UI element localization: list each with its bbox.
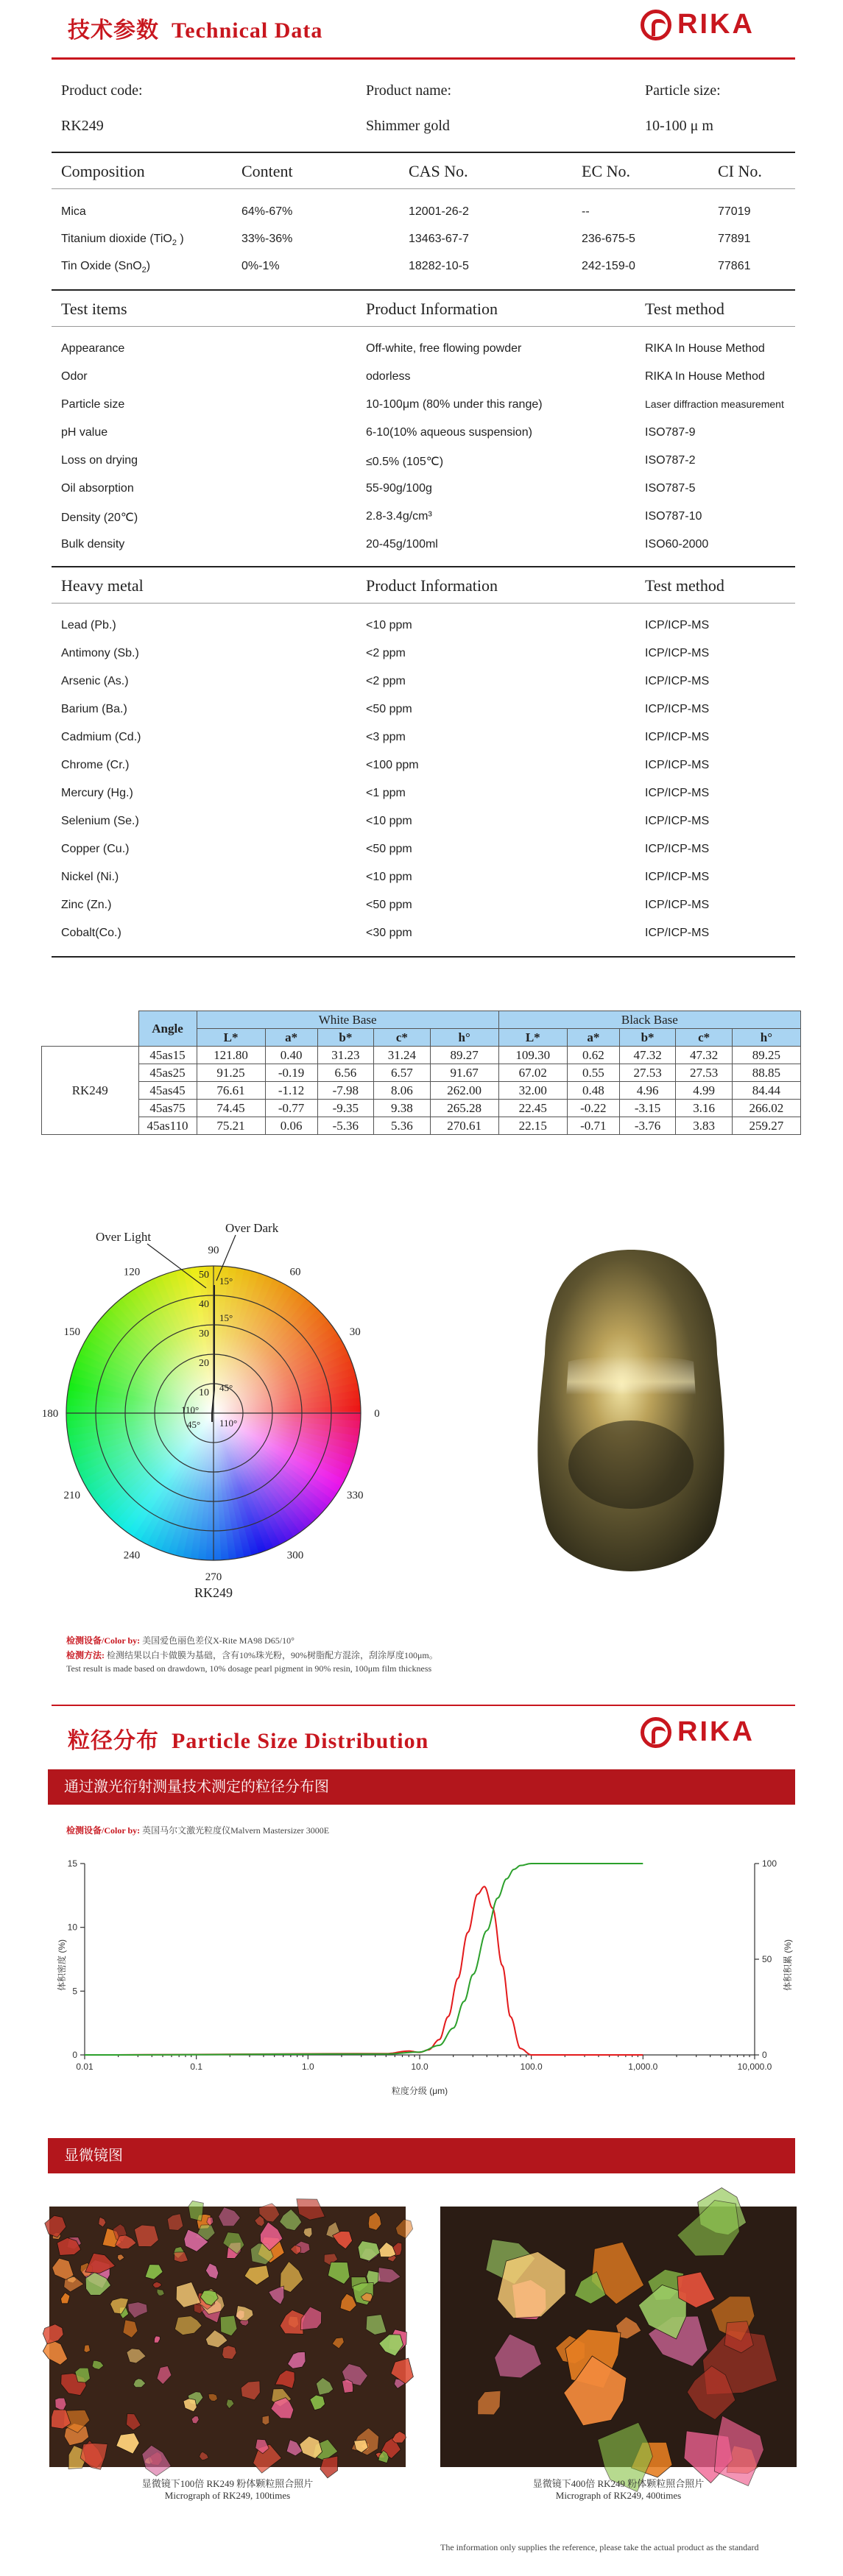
ec-header: EC No. — [582, 162, 630, 180]
metal-method: ICP/ICP-MS — [645, 843, 710, 855]
test-item: Appearance — [61, 342, 125, 355]
particle-size-value: 10-100 μ m — [645, 118, 713, 134]
metal-limit: <2 ppm — [366, 647, 406, 659]
rika-logo-icon — [641, 10, 671, 40]
table-corner — [42, 1011, 139, 1047]
title-en: Particle Size Distribution — [172, 1729, 429, 1753]
test-method: RIKA In House Method — [645, 370, 765, 383]
test-item: pH value — [61, 426, 108, 439]
black-value-cell: -0.22 — [567, 1100, 619, 1117]
product-name-label: Product name: — [366, 82, 452, 99]
color-col-header: L* — [197, 1029, 265, 1047]
color-note-device: 检测设备/Color by: 美国爱色丽色差仪X-Rite MA98 D65/10° — [66, 1635, 294, 1646]
metal-name: Lead (Pb.) — [61, 619, 116, 631]
metal-method: ICP/ICP-MS — [645, 871, 710, 883]
y-right-tick-label: 0 — [762, 2050, 767, 2060]
metal-method: ICP/ICP-MS — [645, 899, 710, 911]
metal-name: Mercury (Hg.) — [61, 787, 133, 799]
over-dark-label: Over Dark — [225, 1221, 279, 1235]
table-row — [42, 1047, 801, 1064]
metal-limit: <30 ppm — [366, 927, 412, 939]
composition-header: Composition — [61, 162, 145, 180]
white-value-cell: 31.24 — [374, 1047, 431, 1064]
x-tick-label: 100.0 — [520, 2062, 543, 2072]
x-tick-label: 1,000.0 — [628, 2062, 658, 2072]
rika-logo — [641, 9, 755, 40]
color-col-header: L* — [498, 1029, 567, 1047]
metal-method: ICP/ICP-MS — [645, 731, 710, 743]
rika-logo-text: RIKA — [677, 1716, 755, 1747]
composition-ci: 77891 — [718, 233, 751, 245]
metal-method: ICP/ICP-MS — [645, 759, 710, 771]
test-info: Off-white, free flowing powder — [366, 342, 522, 355]
test-info: 2.8-3.4g/cm³ — [366, 510, 432, 523]
black-value-cell: 67.02 — [498, 1064, 567, 1082]
wheel-radial-label: 50 — [199, 1270, 209, 1281]
white-value-cell: 265.28 — [430, 1100, 498, 1117]
white-value-cell: 76.61 — [197, 1082, 265, 1100]
wheel-product-label: RK249 — [194, 1585, 233, 1600]
micrograph-400x — [440, 2207, 797, 2467]
test-item: Oil absorption — [61, 482, 134, 495]
metal-name: Antimony (Sb.) — [61, 647, 139, 659]
color-col-header: b* — [317, 1029, 374, 1047]
microscope-banner: 显微镜图 — [48, 2138, 795, 2173]
product-name-value: Shimmer gold — [366, 118, 450, 134]
particle-size-label: Particle size: — [645, 82, 721, 99]
particle-size-chart — [44, 1855, 810, 2098]
rika-logo — [641, 1716, 755, 1748]
white-base-header: White Base — [197, 1011, 498, 1029]
white-value-cell: 8.06 — [374, 1082, 431, 1100]
test-method-header: Test method — [645, 576, 724, 595]
title-cn: 技术参数 — [68, 18, 159, 43]
color-col-header: c* — [374, 1029, 431, 1047]
test-method: ISO787-2 — [645, 454, 696, 467]
test-item: Bulk density — [61, 538, 125, 551]
black-value-cell: 4.96 — [619, 1082, 676, 1100]
angle-cell: 45as25 — [138, 1064, 197, 1082]
composition-name: Mica — [61, 205, 86, 218]
color-note-method: 检测方法: 检测结果以白卡做膜为基础，含有10%珠光粉，90%树脂配方混涂，刮涂厚度100μm。 — [66, 1650, 438, 1660]
black-value-cell: 22.45 — [498, 1100, 567, 1117]
black-value-cell: 3.83 — [676, 1117, 733, 1135]
test-items-header: Test items — [61, 300, 127, 318]
test-item: Loss on drying — [61, 454, 138, 467]
white-value-cell: -5.36 — [317, 1117, 374, 1135]
metal-method: ICP/ICP-MS — [645, 703, 710, 715]
wheel-angle-label: 240 — [123, 1549, 141, 1562]
y-axis-right-label: 体积积累 (%) — [783, 1939, 793, 1991]
table-row — [42, 1064, 801, 1082]
test-info: 55-90g/100g — [366, 482, 432, 495]
divider — [52, 188, 795, 189]
table-row — [42, 1100, 801, 1117]
divider — [52, 566, 795, 567]
angle-cell: 45as45 — [138, 1082, 197, 1100]
test-method: ISO787-10 — [645, 510, 702, 523]
wheel-radial-label: 10 — [199, 1387, 209, 1398]
composition-content: 64%-67% — [241, 205, 293, 218]
point-label: 45° — [187, 1419, 201, 1430]
color-table — [41, 1011, 801, 1135]
color-col-header: h° — [430, 1029, 498, 1047]
heavy-metal-header: Heavy metal — [61, 576, 144, 595]
black-value-cell: 0.62 — [567, 1047, 619, 1064]
white-value-cell: 9.38 — [374, 1100, 431, 1117]
black-value-cell: -0.71 — [567, 1117, 619, 1135]
divider — [52, 326, 795, 327]
white-value-cell: 91.67 — [430, 1064, 498, 1082]
point-label: 110° — [219, 1418, 238, 1429]
x-tick-label: 0.1 — [190, 2062, 203, 2072]
product-code-label: Product code: — [61, 82, 143, 99]
table-row — [42, 1082, 801, 1100]
divider — [52, 956, 795, 958]
wheel-angle-label: 120 — [123, 1266, 141, 1278]
color-col-header: b* — [619, 1029, 676, 1047]
test-method: ISO787-5 — [645, 482, 696, 495]
angle-header: Angle — [138, 1011, 197, 1047]
product-info-header: Product Information — [366, 576, 498, 595]
black-value-cell: 84.44 — [732, 1082, 800, 1100]
metal-method: ICP/ICP-MS — [645, 815, 710, 827]
composition-ec: -- — [582, 205, 590, 218]
white-value-cell: 270.61 — [430, 1117, 498, 1135]
metal-name: Barium (Ba.) — [61, 703, 127, 715]
black-value-cell: 47.32 — [676, 1047, 733, 1064]
test-info: 10-100μm (80% under this range) — [366, 398, 543, 411]
metal-method: ICP/ICP-MS — [645, 927, 710, 939]
color-col-header: a* — [567, 1029, 619, 1047]
x-tick-label: 10.0 — [411, 2062, 428, 2072]
composition-name: Tin Oxide (SnO$_2$) — [61, 260, 151, 275]
micrograph-caption-2: 显微镜下400倍 RK249 粉体颗粒照合照片 Micrograph of RK249, 400times — [532, 2478, 705, 2501]
composition-name: Titanium dioxide (TiO$_2$ ) — [61, 233, 184, 248]
metal-limit: <50 ppm — [366, 703, 412, 715]
white-value-cell: -1.12 — [265, 1082, 317, 1100]
metal-method: ICP/ICP-MS — [645, 647, 710, 659]
x-tick-label: 0.01 — [76, 2062, 94, 2072]
color-col-header: c* — [676, 1029, 733, 1047]
black-value-cell: 27.53 — [619, 1064, 676, 1082]
x-tick-label: 10,000.0 — [737, 2062, 772, 2072]
black-value-cell: -3.76 — [619, 1117, 676, 1135]
black-value-cell: 0.48 — [567, 1082, 619, 1100]
particle-banner: 通过激光衍射测量技术测定的粒径分布图 — [48, 1769, 795, 1805]
black-value-cell: 47.32 — [619, 1047, 676, 1064]
metal-limit: <2 ppm — [366, 675, 406, 687]
y-left-tick-label: 15 — [67, 1858, 77, 1869]
cas-header: CAS No. — [409, 162, 468, 180]
metal-limit: <50 ppm — [366, 843, 412, 855]
white-value-cell: -0.77 — [265, 1100, 317, 1117]
white-value-cell: 0.40 — [265, 1047, 317, 1064]
metal-name: Arsenic (As.) — [61, 675, 129, 687]
black-value-cell: 259.27 — [732, 1117, 800, 1135]
angle-cell: 45as15 — [138, 1047, 197, 1064]
black-value-cell: 0.55 — [567, 1064, 619, 1082]
particle-device-note: 检测设备/Color by: 英国马尔文激光粒度仪Malvern Mastersizer 3000E — [66, 1825, 330, 1836]
composition-content: 33%-36% — [241, 233, 293, 245]
product-cell: RK249 — [42, 1047, 139, 1135]
title-en: Technical Data — [172, 18, 323, 43]
y-left-tick-label: 5 — [72, 1986, 77, 1997]
wheel-angle-label: 90 — [208, 1245, 219, 1256]
page2-title — [68, 1722, 428, 1755]
black-value-cell: 27.53 — [676, 1064, 733, 1082]
content-header: Content — [241, 162, 293, 180]
angle-cell: 45as110 — [138, 1117, 197, 1135]
composition-cas: 18282-10-5 — [409, 260, 469, 272]
point-label: 45° — [219, 1382, 233, 1393]
white-value-cell: 6.56 — [317, 1064, 374, 1082]
white-value-cell: 74.45 — [197, 1100, 265, 1117]
composition-content: 0%-1% — [241, 260, 280, 272]
metal-method: ICP/ICP-MS — [645, 787, 710, 799]
color-wheel — [41, 1221, 390, 1612]
wheel-angle-label: 30 — [349, 1326, 361, 1338]
black-value-cell: 32.00 — [498, 1082, 567, 1100]
black-value-cell: 88.85 — [732, 1064, 800, 1082]
y-right-tick-label: 50 — [762, 1954, 772, 1964]
test-method: ISO787-9 — [645, 426, 696, 439]
point-label: 15° — [219, 1312, 233, 1323]
title-cn: 粒径分布 — [68, 1729, 159, 1753]
y-right-tick-label: 100 — [762, 1858, 777, 1869]
black-value-cell: 266.02 — [732, 1100, 800, 1117]
white-value-cell: 31.23 — [317, 1047, 374, 1064]
black-value-cell: 22.15 — [498, 1117, 567, 1135]
micrograph-caption-1: 显微镜下100倍 RK249 粉体颗粒照合照片 Micrograph of RK249, 100times — [141, 2478, 314, 2501]
composition-ec: 242-159-0 — [582, 260, 635, 272]
header-divider — [52, 57, 795, 60]
metal-name: Zinc (Zn.) — [61, 899, 112, 911]
white-value-cell: 91.25 — [197, 1064, 265, 1082]
white-value-cell: 121.80 — [197, 1047, 265, 1064]
product-code-value: RK249 — [61, 118, 104, 134]
ci-header: CI No. — [718, 162, 762, 180]
divider — [52, 289, 795, 291]
rika-logo-text: RIKA — [677, 9, 755, 40]
test-info: 20-45g/100ml — [366, 538, 438, 551]
product-info-header: Product Information — [366, 300, 498, 318]
test-info: ≤0.5% (105℃) — [366, 456, 444, 468]
color-note-english: Test result is made based on drawdown, 10% dosage pearl pigment in 90% resin, 100μm film thickness — [66, 1663, 432, 1674]
metal-method: ICP/ICP-MS — [645, 675, 710, 687]
footer-disclaimer: The information only supplies the reference, please take the actual product as the standard — [440, 2542, 759, 2552]
white-value-cell: 0.06 — [265, 1117, 317, 1135]
composition-cas: 12001-26-2 — [409, 205, 469, 218]
metal-name: Nickel (Ni.) — [61, 871, 119, 883]
metal-name: Chrome (Cr.) — [61, 759, 130, 771]
wheel-angle-label: 150 — [63, 1326, 80, 1338]
test-item: Density (20℃) — [61, 512, 138, 524]
wheel-angle-label: 210 — [63, 1490, 80, 1501]
metal-name: Cobalt(Co.) — [61, 927, 121, 939]
wheel-radial-label: 20 — [199, 1358, 209, 1369]
white-value-cell: -9.35 — [317, 1100, 374, 1117]
angle-cell: 45as75 — [138, 1100, 197, 1117]
white-value-cell: 262.00 — [430, 1082, 498, 1100]
black-value-cell: -3.15 — [619, 1100, 676, 1117]
composition-ec: 236-675-5 — [582, 233, 635, 245]
color-col-header: h° — [732, 1029, 800, 1047]
metal-name: Copper (Cu.) — [61, 843, 130, 855]
point-label: 110° — [181, 1404, 200, 1415]
metal-limit: <10 ppm — [366, 619, 412, 631]
metal-name: Cadmium (Cd.) — [61, 731, 141, 743]
metal-limit: <50 ppm — [366, 899, 412, 911]
wheel-radial-label: 40 — [199, 1299, 209, 1310]
y-left-tick-label: 0 — [72, 2050, 77, 2060]
over-light-label: Over Light — [96, 1230, 152, 1244]
black-value-cell: 89.25 — [732, 1047, 800, 1064]
white-value-cell: 5.36 — [374, 1117, 431, 1135]
cumulative-series-line — [85, 1864, 643, 2055]
test-method: ISO60-2000 — [645, 538, 709, 551]
metal-limit: <10 ppm — [366, 871, 412, 883]
metal-limit: <3 ppm — [366, 731, 406, 743]
metal-limit: <100 ppm — [366, 759, 419, 771]
composition-ci: 77861 — [718, 260, 751, 272]
white-value-cell: 6.57 — [374, 1064, 431, 1082]
density-series-line — [85, 1886, 643, 2055]
x-axis-label: 粒度分级 (μm) — [391, 2086, 448, 2096]
metal-method: ICP/ICP-MS — [645, 619, 710, 631]
white-value-cell: 89.27 — [430, 1047, 498, 1064]
table-row — [42, 1117, 801, 1135]
color-col-header: a* — [265, 1029, 317, 1047]
composition-ci: 77019 — [718, 205, 751, 218]
wheel-angle-label: 180 — [41, 1408, 59, 1420]
wheel-radial-label: 30 — [199, 1328, 209, 1340]
car-sample-image — [524, 1244, 738, 1575]
test-method: Laser diffraction measurement — [645, 398, 784, 410]
divider — [52, 603, 795, 604]
wheel-angle-label: 0 — [374, 1408, 380, 1420]
y-left-tick-label: 10 — [67, 1922, 77, 1933]
test-info: odorless — [366, 370, 411, 383]
y-axis-left-label: 体积密度 (%) — [57, 1939, 67, 1991]
divider — [52, 152, 795, 153]
black-value-cell: 3.16 — [676, 1100, 733, 1117]
metal-limit: <1 ppm — [366, 787, 406, 799]
white-value-cell: 75.21 — [197, 1117, 265, 1135]
wheel-angle-label: 270 — [205, 1571, 222, 1583]
composition-cas: 13463-67-7 — [409, 233, 469, 245]
test-item: Particle size — [61, 398, 125, 411]
black-value-cell: 109.30 — [498, 1047, 567, 1064]
black-base-header: Black Base — [498, 1011, 800, 1029]
metal-name: Selenium (Se.) — [61, 815, 139, 827]
wheel-angle-label: 330 — [347, 1490, 364, 1501]
rika-logo-icon — [641, 1717, 671, 1748]
x-tick-label: 1.0 — [301, 2062, 314, 2072]
test-info: 6-10(10% aqueous suspension) — [366, 426, 532, 439]
metal-limit: <10 ppm — [366, 815, 412, 827]
white-value-cell: -7.98 — [317, 1082, 374, 1100]
page-title — [68, 12, 322, 44]
wheel-angle-label: 60 — [289, 1266, 301, 1278]
test-item: Odor — [61, 370, 88, 383]
page-separator — [52, 1705, 795, 1706]
point-label: 15° — [219, 1275, 233, 1287]
test-method: RIKA In House Method — [645, 342, 765, 355]
white-value-cell: -0.19 — [265, 1064, 317, 1082]
wheel-angle-label: 300 — [286, 1549, 304, 1562]
test-method-header: Test method — [645, 300, 724, 318]
micrograph-100x — [49, 2207, 406, 2467]
black-value-cell: 4.99 — [676, 1082, 733, 1100]
